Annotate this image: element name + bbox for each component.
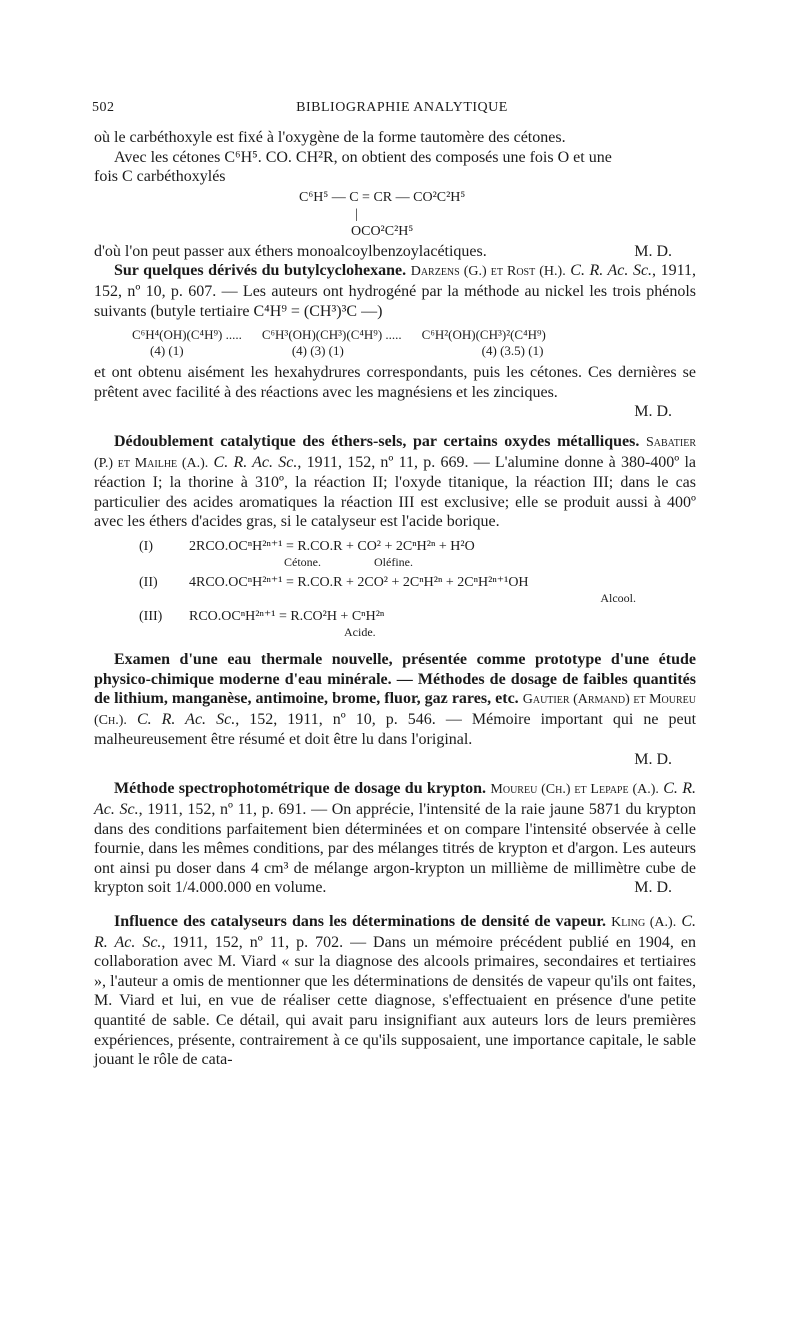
entry-text: — Dans un mémoire précédent publié en 1904, en collaboration avec M. Viard « sur la diagnose des alcools primaires, secondaires et tertiaires », l'auteur a omis de mentionner que les déterminations de densités de vapeur qu'ils ont faites, M. Viard et lui, en vue de réaliser cette diagnose, s'effectuaient en présence d'une petite quantité de sable. Ce détail, qui avait paru insignifiant aux auteurs lors de leurs premières expériences, présente, contrairement à ce qu'ils supposaient, une importance capitale, le sable jouant le rôle de cata- — [94, 933, 697, 1069]
equation-label: Acide. — [344, 624, 376, 639]
entry-text: — Mémoire important qui ne peut malheureusement être résumé et doit être lu dans l'original. — [94, 710, 697, 749]
ref-details: , 152, 1911, nº 10, p. 546. — [235, 710, 436, 728]
text-line: fois C carbéthoxylés — [94, 168, 226, 186]
entry-title-secondary: — Méthodes de dosage de faibles quantités de lithium, manganèse, antimoine, brome, fluor, gaz rares, etc. — [94, 670, 696, 708]
phenol-formula: C⁶H⁴(OH)(C⁴H⁹) ..... — [132, 327, 242, 343]
phenol-positions: (4) (3) (1) — [291, 343, 344, 359]
equation-number: (I) — [139, 538, 153, 554]
author-signature: M. D. — [634, 750, 672, 768]
entry-paragraph — [94, 779, 696, 898]
ref-details: , 1911, 152, nº 11, p. 669. — [297, 453, 469, 471]
equation-label: Cétone. — [284, 554, 321, 569]
phenol-positions: (4) (3.5) (1) — [481, 343, 544, 359]
phenol-formula: C⁶H²(OH)(CH³)²(C⁴H⁹) — [421, 327, 546, 343]
journal-ref: C. R. Ac. Sc. — [136, 710, 236, 728]
text-fragment: d'où l'on peut passer aux éthers monoalcoylbenzoylacétiques. — [94, 242, 487, 260]
entry-paragraph — [94, 912, 696, 1070]
author-signature: M. D. — [634, 403, 672, 421]
equation-labels — [94, 555, 696, 570]
entry-title: Méthode spectrophotométrique de dosage du krypton. — [114, 780, 487, 798]
equation-row — [94, 538, 696, 555]
chemical-formula — [94, 189, 696, 240]
entry-paragraph — [94, 432, 696, 532]
bibliography-entry — [94, 261, 696, 422]
phenol-formula: C⁶H³(OH)(CH³)(C⁴H⁹) ..... — [261, 327, 402, 343]
bibliography-entry — [94, 779, 696, 898]
entry-authors: Gautier (Armand) et Moureu (Ch.). — [94, 692, 697, 728]
phenol-item — [132, 327, 242, 359]
entry-authors: Sabatier (P.) et Mailhe (A.). — [94, 434, 696, 471]
entry-text: — Les auteurs ont hydrogéné par la méthode au nickel les trois phénols suivants (butyle tertiaire C⁴H⁹ = (CH³)³C —) — [94, 282, 697, 320]
phenol-item — [422, 327, 546, 359]
entry-text: — L'alumine donne à 380-400º la réaction I; la thorine à 310º, la réaction II; l'oxyde titanique, la réaction III; dans le cas particulier des acides aromatiques la réaction III est exclusive; elle se produit aussi à 400º avec les éthers d'acides gras, si le catalyseur est l'acide borique. — [94, 453, 697, 531]
text-line: Avec les cétones C⁶H⁵. CO. CH²R, on obtient des composés une fois O et une — [114, 148, 612, 166]
entry-text: — On apprécie, l'intensité de la raie jaune 5871 du krypton dans des conditions parfaitement bien déterminées et on compare l'intensité observée à celle fournie, dans les mêmes conditions, par des mélanges titrés de krypton et d'argon. Les auteurs ont ainsi pu doser dans 4 cm³ de mélange argon-krypton un millième de millimètre cube de krypton soit 1/4.000.000 en volume. — [94, 801, 696, 897]
journal-ref: C. R. Ac. Sc. — [213, 453, 298, 471]
equation-label: Oléfine. — [374, 554, 413, 569]
entry-text: et ont obtenu aisément les hexahydrures correspondants, puis les cétones. Ces dernières se prêtent avec facilité à des réactions avec les magnésiens et les zinciques. — [94, 364, 696, 401]
page-header — [92, 98, 712, 118]
reaction-equations — [94, 538, 696, 640]
equation: RCO.OCⁿH²ⁿ⁺¹ = R.CO²H + CⁿH²ⁿ — [189, 608, 385, 624]
equation-number: (III) — [139, 608, 163, 624]
formula-top: C⁶H⁵ — C = CR — CO²C²H⁵ — [299, 189, 466, 205]
equation-row — [94, 608, 696, 625]
ref-details: , 1911, 152, nº 11, p. 702. — [161, 933, 344, 951]
text-line — [94, 242, 696, 262]
page-number: 502 — [92, 100, 115, 115]
bibliography-entry — [94, 912, 696, 1070]
formula-bottom: OCO²C²H⁵ — [351, 223, 414, 239]
entry-title: Examen d'une eau thermale nouvelle, présentée comme prototype d'une étude physico-chimique moderne d'eau minérale. — [94, 650, 696, 688]
formula-bond: | — [355, 206, 358, 222]
entry-paragraph — [94, 261, 696, 321]
text-line: où le carbéthoxyle est fixé à l'oxygène de la forme tautomère des cétones. — [94, 129, 566, 146]
author-signature: M. D. — [634, 879, 672, 897]
phenol-list — [94, 327, 696, 359]
entry-authors: Kling (A.). — [611, 915, 677, 931]
author-signature: M. D. — [634, 242, 672, 260]
equation: 4RCO.OCⁿH²ⁿ⁺¹ = R.CO.R + 2CO² + 2CⁿH²ⁿ + 2CⁿH²ⁿ⁺¹OH — [189, 574, 529, 590]
bibliography-entry — [94, 432, 696, 640]
entry-paragraph — [94, 650, 696, 750]
entry-title: Dédoublement catalytique des éthers-sels, par certains oxydes métalliques. — [114, 432, 640, 450]
ref-details: , 1911, 152, nº 11, p. 691. — [138, 801, 307, 819]
bibliography-entry — [94, 650, 696, 770]
running-title: BIBLIOGRAPHIE ANALYTIQUE — [296, 100, 508, 115]
equation-number: (II) — [139, 574, 158, 590]
phenol-positions: (4) (1) — [150, 343, 184, 359]
journal-ref: C. R. Ac. Sc. — [570, 262, 653, 280]
ref-details: , 1911, 152, nº 10, p. 607. — [94, 262, 696, 300]
entry-continuation — [94, 128, 696, 261]
journal-ref: C. R. Ac. Sc. — [94, 780, 697, 819]
entry-title: Sur quelques dérivés du butylcyclohexane. — [114, 262, 407, 280]
entry-authors: Moureu (Ch.) et Lepape (A.). — [490, 782, 659, 798]
journal-ref: C. R. Ac. Sc. — [94, 913, 696, 951]
equation-label: Alcool. — [600, 590, 636, 605]
entry-authors: Darzens (G.) et Rost (H.). — [410, 264, 566, 280]
phenol-item — [262, 327, 402, 359]
entry-title: Influence des catalyseurs dans les déterminations de densité de vapeur. — [114, 913, 607, 931]
equation-row — [94, 574, 696, 591]
page-body — [94, 128, 696, 1070]
equation: 2RCO.OCⁿH²ⁿ⁺¹ = R.CO.R + CO² + 2CⁿH²ⁿ + H²O — [189, 538, 475, 554]
